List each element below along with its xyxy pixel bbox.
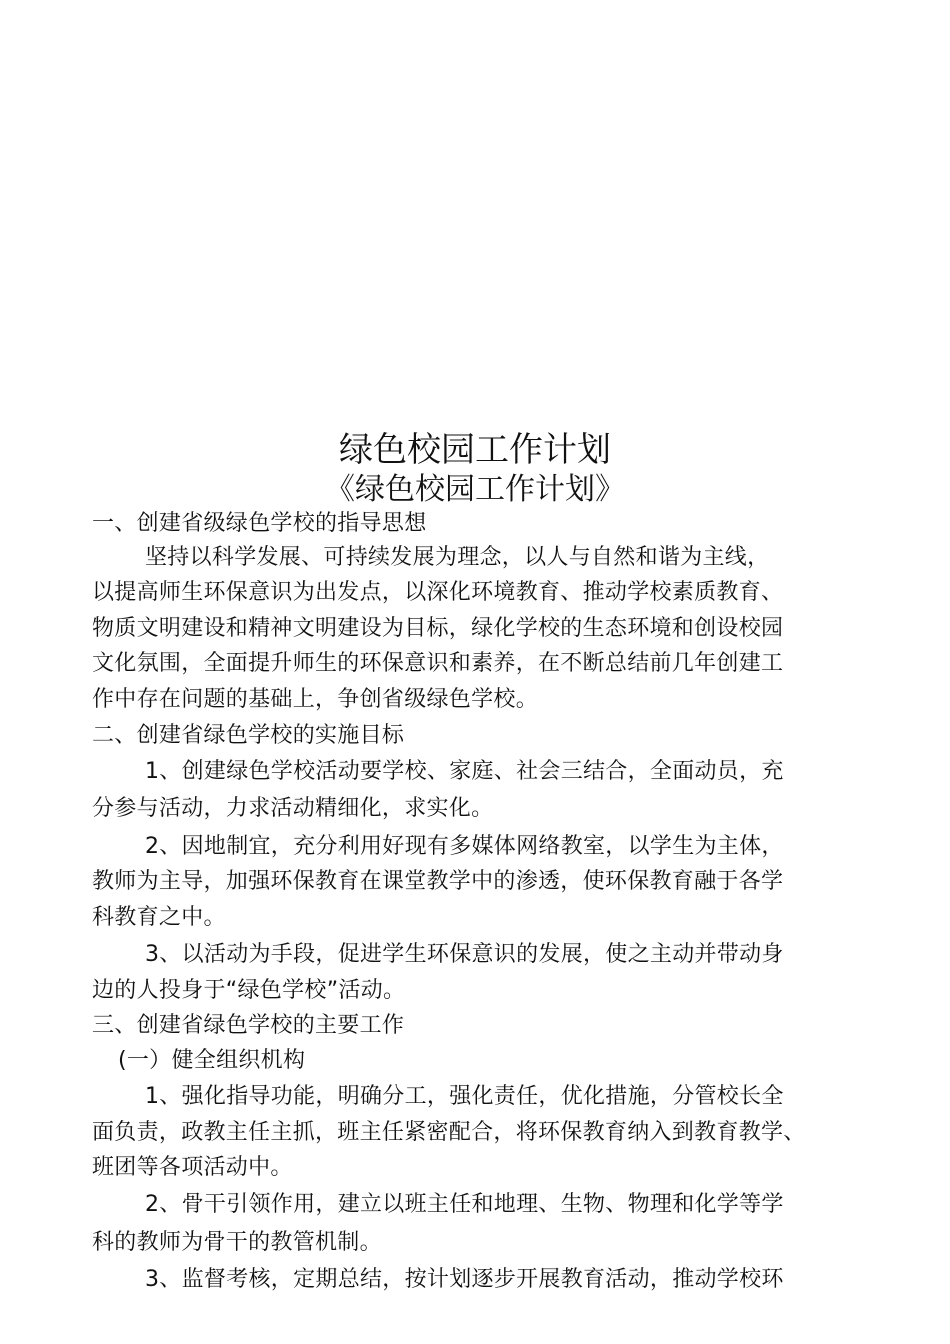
paragraph-line: 2、因地制宜，充分利用好现有多媒体网络教室，以学生为主体， (145, 834, 784, 859)
paragraph-line: 文化氛围，全面提升师生的环保意识和素养，在不断总结前几年创建工 (92, 651, 784, 676)
document-subtitle: 《绿色校园工作计划》 (325, 472, 625, 507)
paragraph-line: 1、创建绿色学校活动要学校、家庭、社会三结合，全面动员，充 (145, 759, 784, 784)
paragraph-line: 物质文明建设和精神文明建设为目标，绿化学校的生态环境和创设校园 (92, 616, 784, 641)
paragraph-line: 科的教师为骨干的教管机制。 (92, 1230, 382, 1255)
subsection-heading: (一）健全组织机构 (118, 1048, 306, 1073)
paragraph-line: 科教育之中。 (92, 905, 226, 930)
document-title: 绿色校园工作计划 (339, 430, 611, 470)
paragraph-line: 面负责，政教主任主抓，班主任紧密配合，将环保教育纳入到教育教学、 (92, 1120, 806, 1145)
section-heading-2: 二、创建省绿色学校的实施目标 (92, 723, 405, 748)
paragraph-line: 分参与活动，力求活动精细化，求实化。 (92, 796, 494, 821)
paragraph-line: 作中存在问题的基础上，争创省级绿色学校。 (92, 687, 539, 712)
section-heading-1: 一、创建省级绿色学校的指导思想 (92, 511, 427, 536)
paragraph-line: 边的人投身于“绿色学校”活动。 (92, 978, 406, 1003)
paragraph-line: 2、骨干引领作用，建立以班主任和地理、生物、物理和化学等学 (145, 1192, 784, 1217)
paragraph-line: 坚持以科学发展、可持续发展为理念，以人与自然和谐为主线， (145, 545, 770, 570)
paragraph-line: 1、强化指导功能，明确分工，强化责任，优化措施，分管校长全 (145, 1084, 784, 1109)
section-heading-3: 三、创建省绿色学校的主要工作 (92, 1013, 405, 1038)
paragraph-line: 3、以活动为手段，促进学生环保意识的发展，使之主动并带动身 (145, 942, 784, 967)
paragraph-line: 教师为主导，加强环保教育在课堂教学中的渗透，使环保教育融于各学 (92, 869, 784, 894)
paragraph-line: 班团等各项活动中。 (92, 1155, 293, 1180)
paragraph-line: 3、监督考核，定期总结，按计划逐步开展教育活动，推动学校环 (145, 1267, 784, 1292)
paragraph-line: 以提高师生环保意识为出发点，以深化环境教育、推动学校素质教育、 (92, 580, 784, 605)
